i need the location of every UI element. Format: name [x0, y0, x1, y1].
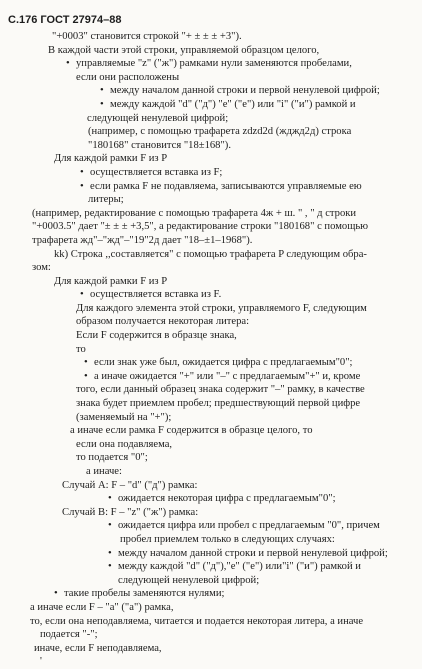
- bullet-marker: •: [100, 85, 104, 97]
- line-text: Если F содержится в образце знака,: [76, 330, 237, 342]
- text-line: [0, 207, 422, 221]
- line-text: (например, с помощью трафарета zdzd2d (жджд2д) строка: [88, 126, 352, 138]
- text-line: [0, 248, 422, 262]
- line-text: "+0003.5" дает "± ± ± +3,5", а редактирование строки "180168" с помощью: [32, 221, 369, 233]
- text-line: [0, 166, 422, 180]
- line-text: В каждой части этой строки, управляемой образцом целого,: [48, 44, 320, 56]
- text-line: [0, 642, 422, 656]
- text-line: [0, 370, 422, 384]
- line-text: иначе, если F неподавляема,: [34, 642, 162, 654]
- text-line: [0, 601, 422, 615]
- bullet-marker: •: [108, 493, 112, 505]
- line-text: знака будет приемлем пробел; предшествующий первой цифре: [76, 398, 361, 410]
- line-text: ожидается цифра или пробел с предлагаемым "0", причем: [118, 520, 380, 532]
- line-text: если знак уже был, ожидается цифра с предлагаемым"0";: [94, 357, 353, 369]
- line-text: Случай A: F – "d" ("д") рамка:: [62, 479, 198, 491]
- text-line: [0, 465, 422, 479]
- line-text: осуществляется вставка из F.: [90, 289, 222, 301]
- line-text: kk) Строка ,,составляется" с помощью трафарета P следующим обра-: [54, 248, 367, 260]
- line-text: а иначе ожидается "+" или "–" с предлагаемым"+" и, кроме: [94, 370, 361, 382]
- text-line: [0, 574, 422, 588]
- text-line: [0, 152, 422, 166]
- page-header: С.176 ГОСТ 27974–88: [8, 14, 122, 26]
- text-line: [0, 261, 422, 275]
- bullet-marker: •: [80, 166, 84, 178]
- bullet-marker: •: [80, 180, 84, 192]
- line-text: если они расположены: [76, 71, 180, 83]
- line-text: "180168" становится "18±168").: [88, 139, 231, 151]
- text-line: [0, 71, 422, 85]
- line-text: (например, редактирование с помощью трафарета 4ж + ш. " , " д строки: [32, 207, 357, 219]
- text-line: [0, 479, 422, 493]
- text-line: [0, 424, 422, 438]
- text-line: [0, 506, 422, 520]
- text-line: [0, 533, 422, 547]
- text-line: [0, 519, 422, 533]
- line-text: между началом данной строки и первой ненулевой цифрой;: [118, 547, 388, 559]
- text-line: [0, 356, 422, 370]
- line-text: Для каждого элемента этой строки, управляемого F, следующим: [76, 302, 367, 314]
- text-line: [0, 139, 422, 153]
- line-text: следующей ненулевой цифрой;: [118, 574, 260, 586]
- line-text: литеры;: [88, 194, 124, 206]
- document-body: [0, 30, 422, 669]
- text-line: [0, 220, 422, 234]
- bullet-marker: •: [108, 561, 112, 573]
- line-text: пробел приемлем только в следующих случаях:: [120, 533, 335, 545]
- bullet-marker: •: [100, 98, 104, 110]
- line-text: а иначе:: [86, 466, 122, 477]
- text-line: [0, 492, 422, 506]
- line-text: Для каждой рамки F из P: [54, 275, 168, 287]
- line-text: следующей ненулевой цифрой;: [87, 112, 229, 124]
- text-line: [0, 383, 422, 397]
- text-line: [0, 98, 422, 112]
- line-text: управляемые "z" ("ж") рамками нули заменяются пробелами,: [76, 58, 352, 70]
- text-line: [0, 288, 422, 302]
- line-text: такие пробелы заменяются нулями;: [64, 588, 225, 600]
- text-line: [0, 315, 422, 329]
- bullet-marker: •: [66, 58, 70, 70]
- line-text: Случай B: F – "z" ("ж") рамка:: [62, 506, 199, 518]
- line-text: Для каждой рамки F из P: [54, 153, 168, 165]
- line-text: а иначе если F – "a" ("а") рамка,: [30, 601, 174, 613]
- line-text: между началом данной строки и первой ненулевой цифрой;: [110, 85, 380, 97]
- line-text: между каждой "d" ("д") "e" ("е") или "i" ("и") рамкой и: [110, 98, 356, 110]
- text-line: [0, 44, 422, 58]
- text-line: [0, 112, 422, 126]
- text-line: [0, 451, 422, 465]
- text-line: [0, 193, 422, 207]
- text-line: [0, 560, 422, 574]
- text-line: [0, 125, 422, 139]
- text-line: [0, 438, 422, 452]
- line-text: зом:: [32, 262, 51, 274]
- text-line: [0, 30, 422, 44]
- line-text: осуществляется вставка из F;: [90, 166, 223, 178]
- text-line: [0, 628, 422, 642]
- bullet-marker: •: [84, 370, 88, 382]
- bullet-marker: •: [108, 547, 112, 559]
- line-text: ожидается некоторая цифра с предлагаемым"0";: [118, 493, 336, 505]
- text-line: [0, 84, 422, 98]
- text-line: [0, 275, 422, 289]
- text-line: [0, 655, 422, 669]
- line-text: между каждой "d" ("д"),"e" ("е") или"i" ("и") рамкой и: [118, 561, 361, 573]
- text-line: [0, 302, 422, 316]
- text-line: [0, 180, 422, 194]
- line-text: образом получается некоторая литера:: [76, 316, 250, 328]
- text-line: [0, 547, 422, 561]
- text-line: [0, 234, 422, 248]
- line-text: то подается "0";: [76, 452, 148, 464]
- text-line: [0, 343, 422, 357]
- text-line: [0, 397, 422, 411]
- text-line: [0, 587, 422, 601]
- line-text: подается "-";: [40, 629, 98, 641]
- line-text: "+0003" становится строкой "+ ± ± ± +3").: [52, 31, 242, 42]
- line-text: то, если она неподавляема, читается и подается некоторая литера, а иначе: [30, 615, 364, 627]
- text-line: [0, 411, 422, 425]
- text-line: [0, 57, 422, 71]
- line-text: ': [40, 656, 42, 668]
- bullet-marker: •: [80, 289, 84, 301]
- line-text: если рамка F не подавляема, записываются управляемые ею: [90, 180, 362, 192]
- line-text: (заменяемый на "+");: [76, 411, 172, 423]
- line-text: то: [76, 343, 86, 355]
- text-line: [0, 329, 422, 343]
- bullet-marker: •: [84, 357, 88, 369]
- line-text: если она подавляема,: [76, 438, 173, 450]
- line-text: трафарета жд"–"жд"–"19"2д дает "18–±1–1968").: [32, 234, 253, 246]
- line-text: того, если данный образец знака содержит "–" рамку, в качестве: [76, 384, 365, 396]
- text-line: [0, 615, 422, 629]
- bullet-marker: •: [54, 588, 58, 600]
- line-text: а иначе если рамка F содержится в образце целого, то: [70, 425, 313, 437]
- bullet-marker: •: [108, 520, 112, 532]
